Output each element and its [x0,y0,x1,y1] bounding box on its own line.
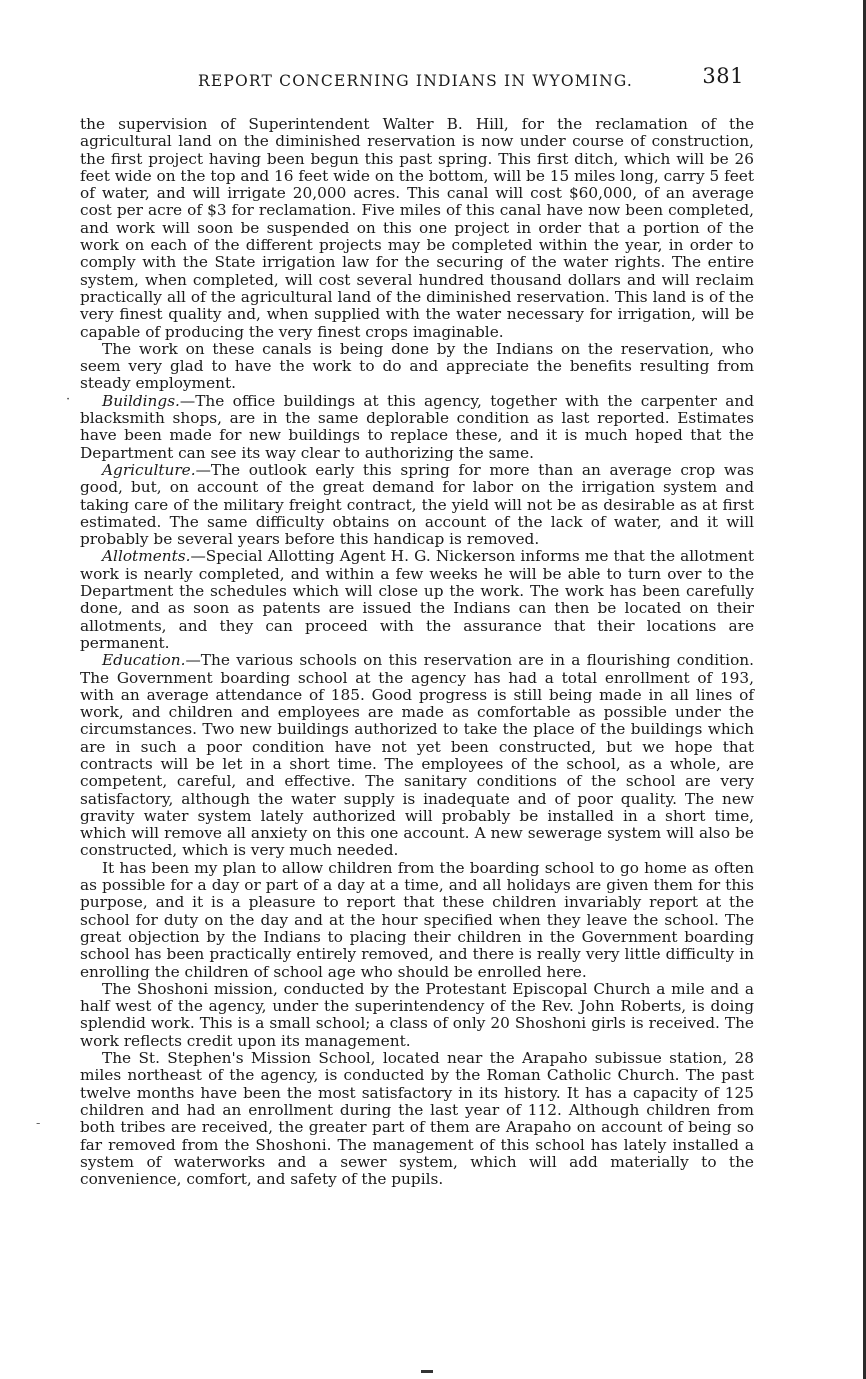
section-text-agriculture: —The outlook early this spring for more than an average crop was good, but, on account of the great demand for labor on the irrigation system and taking care of the military freight contract, the yield will not be as desirable as at first estimated. The same difficulty obtains on account of the lack of water, and it will probably be several years before this handicap is removed. [80,460,754,549]
section-text-allotments: —Special Allotting Agent H. G. Nickerson informs me that the allotment work is nearly completed, and within a few weeks he will be able to turn over to the Department the schedules which will close up the work. The work has been carefully done, and as soon as patents are issued the Indians can then be located on their allotments, and they can proceed with the assurance that their locations are permanent. [80,547,754,652]
page-header [80,62,760,92]
paragraph-allotments [80,548,754,652]
section-lead-education: Education. [102,651,186,670]
page-number: 381 [702,64,744,88]
section-lead-agriculture: Agriculture. [102,460,196,479]
section-text-buildings: —The office buildings at this agency, together with the carpenter and blacksmith shops, are in the same deplorable condition as last reported. Estimates have been made for new buildings to replace these, and it is much hoped that the Department can see its way clear to authorizing the same. [80,391,754,462]
paragraph-shoshoni-mission: The Shoshoni mission, conducted by the Protestant Episcopal Church a mile and a half west of the agency, under the superintendency of the Rev. John Roberts, is doing splendid work. This is a small school; a class of only 20 Shoshoni girls is received. The work reflects credit upon its management. [80,979,754,1050]
margin-mark: - [36,1116,41,1131]
paragraph-reclamation: the supervision of Superintendent Walter B. Hill, for the reclamation of the agricultural land on the diminished reservation is now under course of construction, the first project having been begun this past spring. This first ditch, which will be 26 feet wide on the top and 16 feet wide on the bottom, will be 15 miles long, carry 5 feet of water, and will irrigate 20,000 acres. This canal will cost $60,000, of an average cost per acre of $3 for reclamation. Five miles of this canal have now been completed, and work will soon be suspended on this one project in order that a portion of the work on each of the different projects may be completed within the year, in order to comply with the State irrigation law for the securing of the water rights. The entire system, when completed, will cost several hundred thousand dollars and will reclaim practically all of the agricultural land of the diminished reservation. This land is of the very finest quality and, when supplied with the water necessary for irrigation, will be capable of producing the very finest crops imaginable. [80,115,754,341]
running-head: REPORT CONCERNING INDIANS IN WYOMING. [198,72,634,90]
body-text [80,116,754,1188]
section-text-education: —The various schools on this reservation are in a flourishing condition. The Government boarding school at the agency has had a total enrollment of 193, with an average attendance of 185. Good progress is still being made in all lines of work, and children and employees are made as comfortable as possible under the circumstances. Two new buildings authorized to take the place of the buildings which are in such a poor condition have not yet been constructed, but we hope that contracts will be let in a short time. The employees of the school, as a whole, are competent, careful, and effective. The sanitary conditions of the school are very satisfactory, although the water supply is inadequate and of poor quality. The new gravity water system lately authorized will probably be installed in a short time, which will remove all anxiety on this one account. A new sewerage system will also be constructed, which is very much needed. [80,651,754,860]
paragraph-canal-work: The work on these canals is being done by the Indians on the reservation, who seem very glad to have the work to do and appreciate the benefits resulting from steady employment. [80,339,754,393]
section-lead-allotments: Allotments. [102,547,191,566]
section-lead-buildings: Buildings. [102,391,180,410]
paragraph-education [80,652,754,860]
margin-mark: · [66,392,71,407]
paragraph-home-visits: It has been my plan to allow children from the boarding school to go home as often as possible for a day or part of a day at a time, and all holidays are given them for this purpose, and it is a pleasure to report that these children invariably report at the school for duty on the day and at the hour specified when they leave the school. The great objection by the Indians to placing their children in the Government boarding school has been practically entirely removed, and there is really very little difficulty in enrolling the children of school age who should be enrolled here. [80,858,754,981]
paragraph-st-stephens: The St. Stephen's Mission School, located near the Arapaho subissue station, 28 miles northeast of the agency, is conducted by the Roman Catholic Church. The past twelve months have been the most satisfactory in its history. It has a capacity of 125 children and had an enrollment during the last year of 112. Although children from both tribes are received, the greater part of them are Arapaho on account of being so far removed from the Shoshoni. The management of this school has lately installed a system of waterworks and a sewer system, which will add materially to the convenience, comfort, and safety of the pupils. [80,1049,754,1189]
paragraph-buildings [80,393,754,462]
page-bottom-mark [421,1370,433,1373]
paragraph-agriculture [80,462,754,548]
